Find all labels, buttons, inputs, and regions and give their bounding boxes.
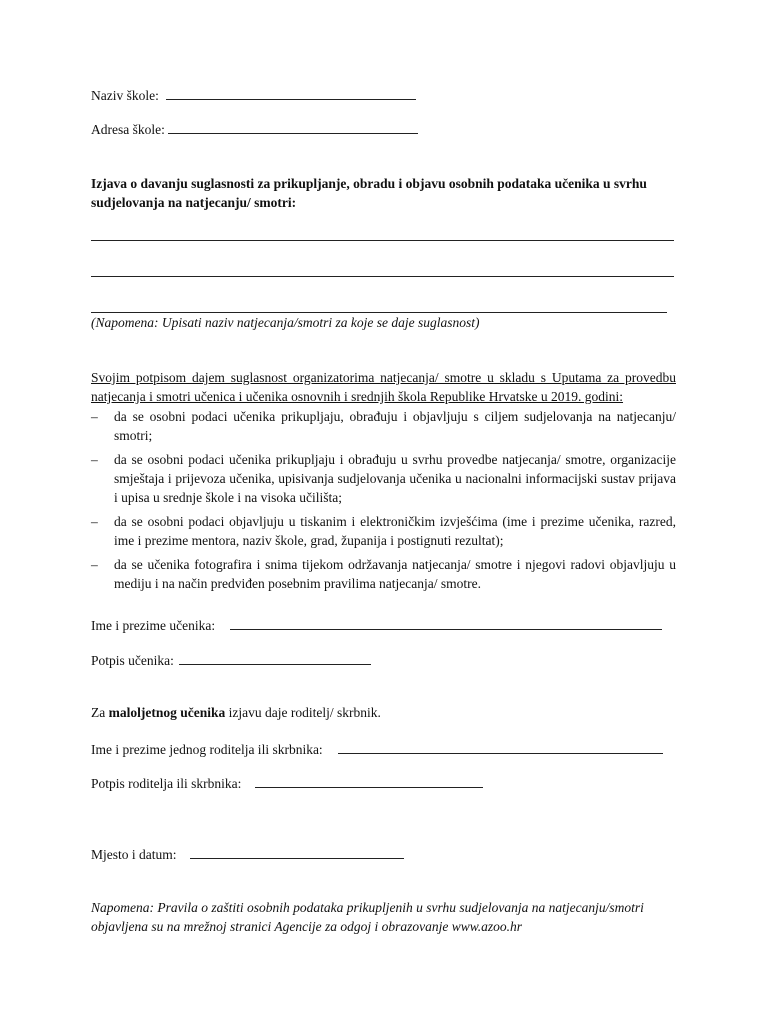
list-item [91,555,676,593]
consent-intro: Svojim potpisom dajem suglasnost organizatorima natjecanja/ smotre u skladu s Uputama za provedbu natjecanja i smotri učenica i učenika osnovnih i srednjih škola Republike Hrvatske u 2019. godini: [91,370,676,404]
list-dash: – [91,514,98,529]
consent-list [91,407,676,598]
list-dash: – [91,557,98,572]
parent-signature-label: Potpis roditelja ili skrbnika: [91,776,242,791]
minor-statement [91,705,381,721]
place-date-row [91,846,404,863]
student-signature-row [91,652,371,669]
parent-name-row [91,741,663,758]
place-date-field[interactable] [190,846,404,859]
competition-name-line-1[interactable] [91,240,674,241]
competition-name-line-3[interactable] [91,312,667,313]
school-address-label: Adresa škole: [91,122,165,137]
minor-suffix: izjavu daje roditelj/ skrbnik. [228,705,381,720]
minor-bold: maloljetnog učenika [108,705,226,720]
place-date-label: Mjesto i datum: [91,847,177,862]
student-signature-field[interactable] [179,652,371,665]
student-name-field[interactable] [230,617,662,630]
competition-name-line-2[interactable] [91,276,674,277]
list-dash: – [91,409,98,424]
list-item [91,450,676,507]
consent-item-text: da se osobni podaci učenika prikupljaju i obrađuju u svrhu provedbe natjecanja/ smotre, organizacije smještaja i prijevoza učenika, upisivanja sudjelovanja učenika u nacionalni informacijski sustav prijava i upisa u srednje škole i na visoka učilišta; [114,452,676,505]
school-name-label: Naziv škole: [91,88,159,103]
student-name-row [91,617,662,634]
parent-name-label: Ime i prezime jednog roditelja ili skrbnika: [91,742,323,757]
student-signature-label: Potpis učenika: [91,653,174,668]
consent-item-text: da se osobni podaci učenika prikupljaju, obrađuju i objavljuju s ciljem sudjelovanja na natjecanju/ smotri; [114,409,676,443]
list-dash: – [91,452,98,467]
school-address-field[interactable] [168,121,418,134]
parent-signature-row [91,775,483,792]
statement-heading: Izjava o davanju suglasnosti za prikupljanje, obradu i objavu osobnih podataka učenika u svrhu sudjelovanja na natjecanju/ smotri: [91,176,647,210]
list-item [91,512,676,550]
list-item [91,407,676,445]
statement-note: (Napomena: Upisati naziv natjecanja/smotri za koje se daje suglasnost) [91,315,480,330]
student-name-label: Ime i prezime učenika: [91,618,216,633]
consent-item-text: da se učenika fotografira i snima tijekom održavanja natjecanja/ smotre i njegovi radovi objavljuju u mediju i na način predviđen posebnim pravilima natjecanja/ smotre. [114,557,676,591]
parent-name-field[interactable] [338,741,663,754]
footer-note: Napomena: Pravila o zaštiti osobnih podataka prikupljenih u svrhu sudjelovanja na natjecanju/smotri objavljena su na mrežnoj stranici Agencije za odgoj i obrazovanje www.azoo.hr [91,900,644,934]
school-name-field[interactable] [166,87,416,100]
school-address-row [91,121,418,138]
consent-item-text: da se osobni podaci objavljuju u tiskanim i elektroničkim izvješćima (ime i prezime učenika, razred, ime i prezime mentora, naziv škole, grad, županija i postignuti rezultat); [114,514,676,548]
school-name-row [91,87,416,104]
minor-prefix: Za [91,705,106,720]
parent-signature-field[interactable] [255,775,483,788]
